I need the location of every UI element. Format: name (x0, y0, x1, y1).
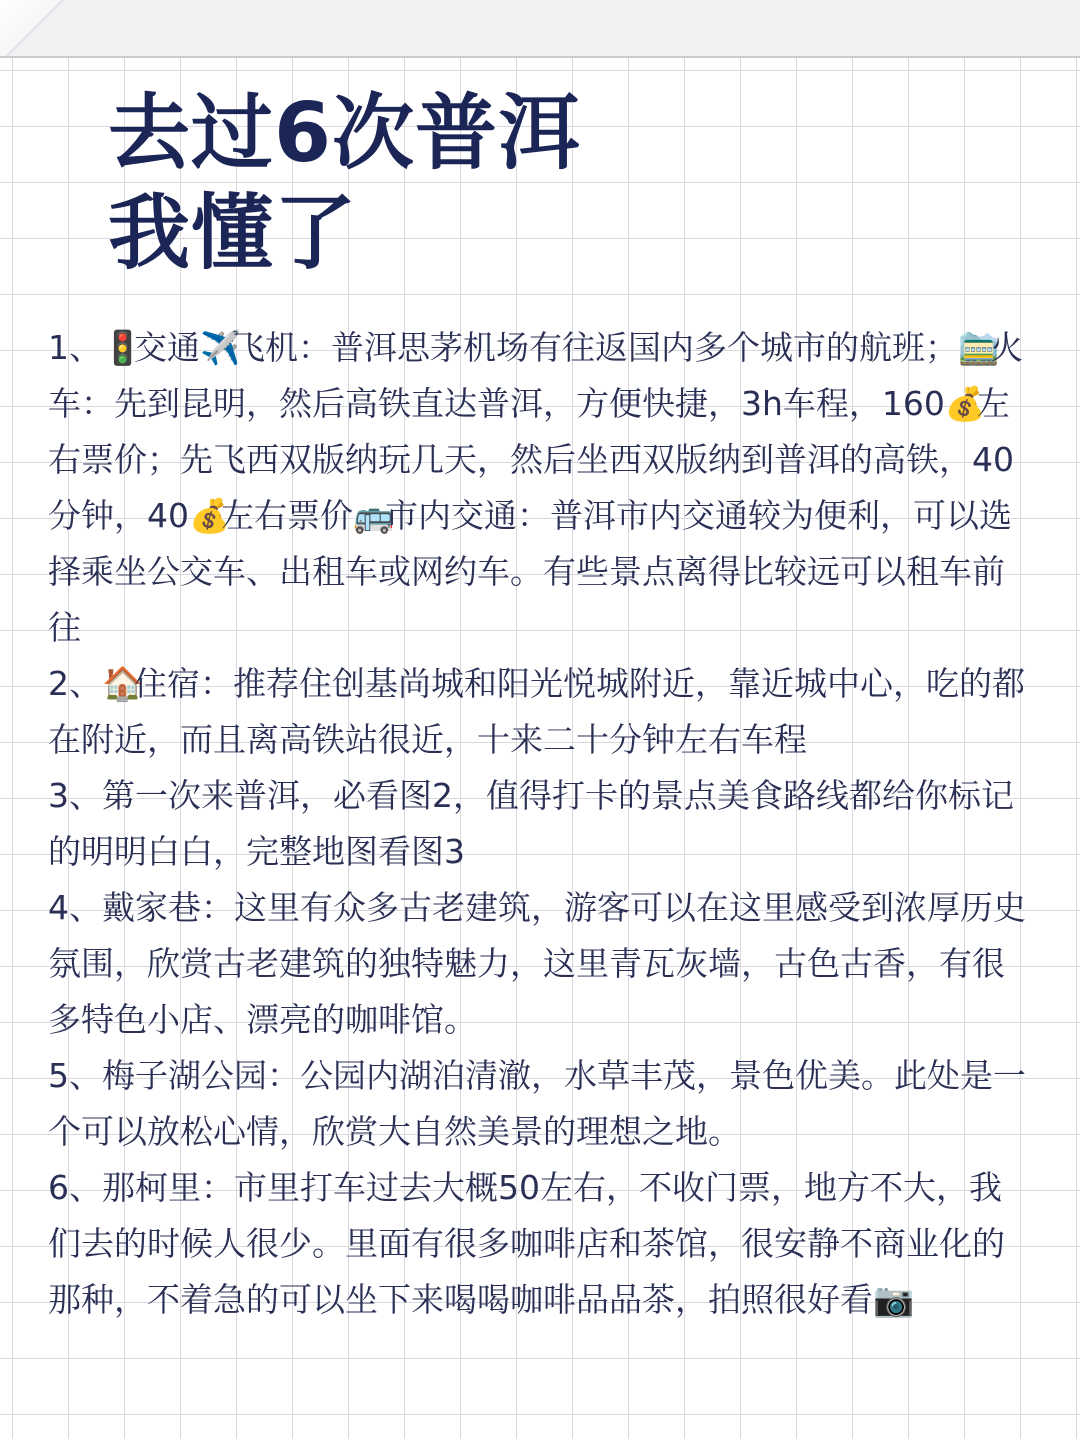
section-transport (48, 320, 1028, 656)
house-icon: 🏠 (102, 664, 144, 703)
page-fold-corner (0, 0, 70, 56)
section-nakeli (48, 1160, 1028, 1328)
paragraph-text: 3、第一次来普洱，必看图2，值得打卡的景点美食路线都给你标记的明明白白，完整地图看图3 (48, 776, 1014, 871)
traffic-light-icon: 🚦 (102, 328, 144, 367)
section-first-visit (48, 768, 1028, 880)
airplane-icon: ✈️ (200, 328, 242, 367)
bus-icon: 🚌 (353, 496, 395, 535)
paragraph-text: 市内交通：普洱市内交通较为便利，可以选择乘坐公交车、出租车或网约车。有些景点离得比较远可以租车前往 (48, 496, 1012, 647)
money-bag-icon: 💰 (189, 496, 231, 535)
section-meizihu-park (48, 1048, 1028, 1160)
paragraph-text: 1、 (48, 328, 102, 367)
paragraph-text: 左右票价；先飞西双版纳玩几天，然后坐西双版纳到普洱的高铁，40分钟，40 (48, 384, 1014, 535)
camera-icon: 📷 (873, 1280, 915, 1319)
section-accommodation (48, 656, 1028, 768)
page-title (108, 84, 581, 284)
paragraph-text: 2、 (48, 664, 102, 703)
paragraph-text: 飞机：普洱思茅机场有往返国内多个城市的航班； (232, 328, 958, 367)
paragraph-text: 5、梅子湖公园：公园内湖泊清澈，水草丰茂，景色优美。此处是一个可以放松心情，欣赏大自然美景的理想之地。 (48, 1056, 1026, 1151)
train-icon: 🚞 (958, 328, 1000, 367)
paragraph-text: 火车：先到昆明，然后高铁直达普洱，方便快捷，3h车程，160 (48, 328, 1023, 423)
page-top-band (0, 0, 1080, 58)
section-daijiaxiang (48, 880, 1028, 1048)
paragraph-text: 交通 (134, 328, 200, 367)
title-line-2: 我懂了 (108, 186, 358, 281)
title-line-1: 去过6次普洱 (108, 86, 582, 181)
paragraph-text: 6、那柯里：市里打车过去大概50左右，不收门票，地方不大，我们去的时候人很少。里面有很多咖啡店和茶馆，很安静不商业化的那种，不着急的可以坐下来喝喝咖啡品品茶，拍照很好看 (48, 1168, 1005, 1319)
paragraph-text: 4、戴家巷：这里有众多古老建筑，游客可以在这里感受到浓厚历史氛围，欣赏古老建筑的独特魅力，这里青瓦灰墙，古色古香，有很多特色小店、漂亮的咖啡馆。 (48, 888, 1026, 1039)
money-bag-icon: 💰 (944, 384, 986, 423)
article-body (48, 320, 1028, 1328)
paragraph-text: 左右票价 (221, 496, 353, 535)
paragraph-text: 住宿：推荐住创基尚城和阳光悦城附近，靠近城中心，吃的都在附近，而且离高铁站很近，十来二十分钟左右车程 (48, 664, 1025, 759)
